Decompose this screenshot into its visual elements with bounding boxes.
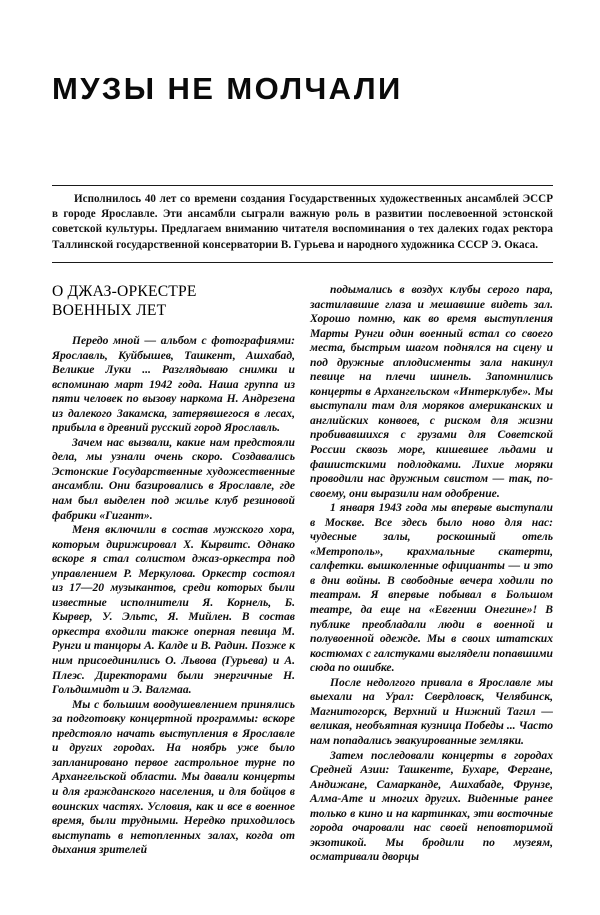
article-column-right — [310, 283, 553, 865]
article-heading-line-1: О ДЖАЗ-ОРКЕСТРЕ — [52, 283, 197, 300]
body-paragraph: После недолгого привала в Ярославле мы выехали на Урал: Свердловск, Челябинск, Магнитогорск, Верхний и Нижний Тагил — великая, необъятная кузница Победы ... Часто нам попадались эвакуированные земляки. — [310, 675, 553, 747]
body-paragraph: подымались в воздух клубы серого пара, застилавшие глаза и мешавшие видеть зал. Хорошо помню, как во время выступления Марты Рунги один военный встал со своего места, быстрым шагом поднялся на сцену и под дружные аплодисменты зала накинул певице на плечи шинель. Запомнились концерты в Архангельском «Интерклубе». Мы выступали там для моряков американских и английских конвоев, с риском для жизни пробивавшихся с грузами для Советской России сквозь море, кишевшее льдами и фашистскими подлодками. Лихие моряки проводили нас дружным свистом — так, по-своему, они выразили нам одобрение. — [310, 283, 553, 500]
page-title: МУЗЫ НЕ МОЛЧАЛИ — [52, 71, 403, 106]
divider-below-lead — [52, 262, 553, 263]
body-paragraph: Затем последовали концерты в городах Средней Азии: Ташкенте, Бухаре, Фергане, Андижане, Самарканде, Ашхабаде, Фрунзе, Алма-Ате и многих других. Виденные ранее только в кино и на картинках, эти восточные города очаровали нас своей неповторимой экзотикой. Мы бродили по музеям, осматривали дворцы — [310, 748, 553, 864]
divider-above-lead — [52, 185, 553, 186]
body-paragraph: Зачем нас вызвали, какие нам предстояли дела, мы узнали очень скоро. Создавались Эстонские Государственные художественные ансамбли. Они базировались в Ярославле, где нам был выделен под жилье клуб резиновой фабрики «Гигант». — [52, 435, 295, 522]
article-heading-line-2: ВОЕННЫХ ЛЕТ — [52, 301, 167, 319]
body-paragraph: Меня включили в состав мужского хора, которым дирижировал Х. Кырвитс. Однако вскоре я стал солистом джаз-оркестра под управлением Р. Меркулова. Оркестр состоял из 17—20 музыкантов, среди которых были известные исполнители Я. Корнель, Б. Кырвер, У. Эльтс, Я. Мийлен. В состав оркестра входили также оперная певица М. Рунги и танцоры А. Калде и В. Радин. Позже к ним присоединились О. Львова (Гурьева) и А. Плеэс. Директорами были энергичные Н. Гольдшмидт и Э. Валгмаа. — [52, 523, 295, 697]
body-paragraph: Мы с большим воодушевлением принялись за подготовку концертной программы: вскоре предстояло начать выступления в Ярославле и других городах. На ноябрь уже было запланировано первое гастрольное турне по Архангельской области. Мы давали концерты и для гражданского населения, и для бойцов в воинских частях. Условия, как и все в военное время, были трудными. Нередко приходилось выступать в нетопленных залах, когда от дыхания зрителей — [52, 697, 295, 857]
body-paragraph: 1 января 1943 года мы впервые выступали в Москве. Все здесь было ново для нас: чудесные залы, роскошный отель «Метрополь», крахмальные скатерти, салфетки. вышколенные официанты — и это в дни войны. В свободные вечера ходили по театрам. Я впервые побывал в Большом театре, да еще на «Евгении Онегине»! В публике преобладали люди в военной и полувоенной одежде. Мы в своих штатских костюмах с галстуками выглядели попавшими сюда по ошибке. — [310, 501, 553, 675]
body-paragraph: Передо мной — альбом с фотографиями: Ярославль, Куйбышев, Ташкент, Ашхабад, Великие Луки ... Разглядываю снимки и вспоминаю март 1942 года. Наша группа из пяти человек по вызову наркома Н. Андрезена из далекого Закамска, затерявшегося в лесах, прибыла в древний русский город Ярославль. — [52, 334, 295, 435]
article-heading — [52, 283, 295, 320]
article-column-left — [52, 283, 295, 858]
lead-paragraph: Исполнилось 40 лет со времени создания Государственных художественных ансамблей ЭССР в городе Ярославле. Эти ансамбли сыграли важную роль в развитии послевоенной эстонской советской культуры. Предлагаем вниманию читателя воспоминания о тех далеких годах ректора Таллинской государственной консерватории В. Гурьева и народного художника СССР Э. Окаса. — [52, 193, 553, 251]
